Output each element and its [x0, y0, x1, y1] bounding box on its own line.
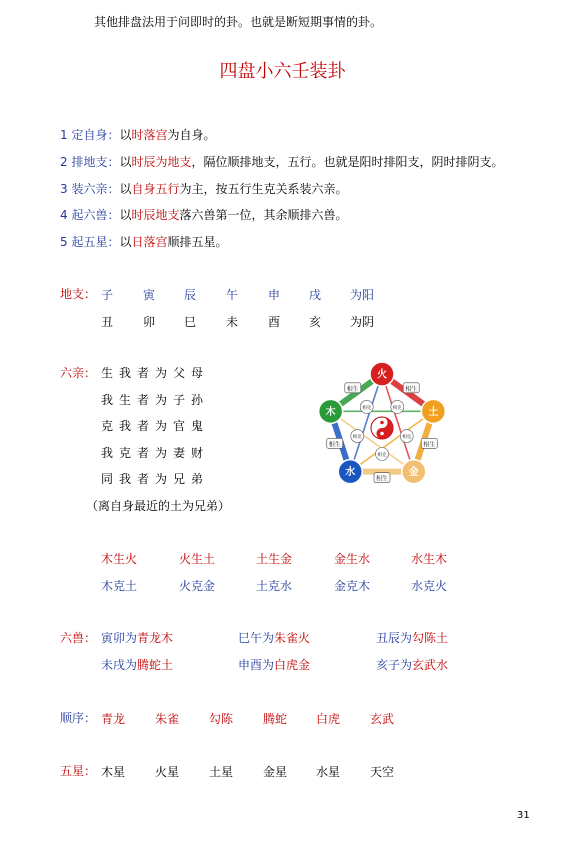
dizhi-yin-note: 为阴 — [350, 315, 375, 329]
star-item: 土星 — [209, 765, 234, 779]
star-item: 金星 — [263, 765, 288, 779]
liushou-item: 巳午为朱雀火 — [238, 631, 311, 645]
liushou-item: 丑辰为勾陈土 — [376, 631, 449, 645]
liuqin-line: 克我者为官鬼 — [101, 419, 210, 433]
dizhi-yin-cell: 丑 — [101, 315, 114, 329]
dizhi-yang-cell: 午 — [226, 288, 239, 302]
ke-label: 相克 — [377, 453, 387, 458]
yin-yang-dot — [380, 432, 384, 436]
liuqin-line: 同我者为兄弟 — [101, 472, 210, 486]
liushou-item: 亥子为玄武水 — [376, 658, 449, 672]
sheng-item: 土生金 — [256, 552, 293, 566]
star-item: 天空 — [370, 765, 395, 779]
sheng-item: 金生水 — [334, 552, 371, 566]
sheng-item: 木生火 — [101, 552, 138, 566]
shunxu-item: 玄武 — [370, 712, 395, 726]
intro-text: 其他排盘法用于问即时的卦。也就是断短期事情的卦。 — [94, 15, 383, 29]
shunxu-item: 勾陈 — [209, 712, 234, 726]
dizhi-yin-cell: 酉 — [268, 315, 281, 329]
wuxing-cycle-diagram — [312, 358, 452, 498]
sheng-label: 相生 — [405, 385, 418, 393]
ke-item: 金克木 — [334, 579, 371, 593]
dizhi-yin-cell: 亥 — [309, 315, 322, 329]
dizhi-label: 地支： — [60, 287, 97, 301]
dizhi-yang-cell: 子 — [101, 288, 114, 302]
dizhi-yang-note: 为阳 — [350, 288, 375, 302]
star-item: 火星 — [155, 765, 180, 779]
step-3: 3 装六亲：以自身五行为主，按五行生克关系装六亲。 — [60, 182, 348, 196]
liushou-item: 申酉为白虎金 — [238, 658, 311, 672]
element-node-label: 金 — [408, 467, 419, 479]
page-number: 31 — [517, 810, 530, 821]
sheng-item: 水生木 — [411, 552, 448, 566]
ke-label: 相克 — [352, 435, 362, 441]
shunxu-item: 腾蛇 — [263, 712, 288, 726]
element-node-label: 土 — [428, 406, 439, 418]
shunxu-item: 朱雀 — [155, 712, 180, 726]
sheng-label: 相生 — [423, 441, 436, 449]
dizhi-yang-cell: 申 — [268, 288, 281, 302]
shunxu-item: 白虎 — [316, 712, 341, 726]
ke-label: 相克 — [362, 405, 372, 411]
dizhi-yin-cell: 巳 — [184, 315, 197, 329]
liushou-item: 未戌为腾蛇土 — [101, 658, 174, 672]
step-1: 1 定自身：以时落宫为自身。 — [60, 128, 216, 142]
liuqin-label: 六亲： — [60, 366, 97, 380]
liuqin-line: 生我者为父母 — [101, 366, 210, 380]
sheng-label: 相生 — [375, 475, 389, 483]
yin-yang-dot — [380, 421, 384, 425]
shunxu-item: 青龙 — [101, 712, 126, 726]
sheng-label: 相生 — [346, 385, 359, 393]
star-item: 水星 — [316, 765, 341, 779]
element-node-label: 水 — [345, 467, 356, 479]
dizhi-yang-cell: 戌 — [309, 288, 322, 302]
ke-item: 火克金 — [179, 579, 216, 593]
star-item: 木星 — [101, 765, 126, 779]
element-node-label: 木 — [325, 406, 336, 418]
ke-label: 相克 — [402, 435, 412, 441]
ke-item: 木克土 — [101, 579, 138, 593]
dizhi-yin-cell: 卯 — [143, 315, 156, 329]
sheng-label: 相生 — [328, 441, 341, 449]
element-node-label: 火 — [377, 369, 387, 381]
step-2: 2 排地支：以时辰为地支，隔位顺排地支，五行。也就是阳时排阳支，阴时排阴支。 — [60, 155, 504, 169]
sheng-item: 火生土 — [179, 552, 216, 566]
liuqin-line: 我克者为妻财 — [101, 446, 210, 460]
step-4: 4 起六兽：以时辰地支落六兽第一位，其余顺排六兽。 — [60, 208, 348, 222]
liushou-item: 寅卯为青龙木 — [101, 631, 174, 645]
step-5: 5 起五星：以日落宫顺排五星。 — [60, 235, 228, 249]
dizhi-yang-cell: 寅 — [143, 288, 156, 302]
liuqin-line: 我生者为子孙 — [101, 393, 210, 407]
dizhi-yin-cell: 未 — [226, 315, 239, 329]
shunxu-label: 顺序： — [60, 711, 97, 725]
ke-label: 相克 — [392, 405, 402, 411]
wuxing-stars-label: 五星： — [60, 764, 97, 778]
ke-item: 土克水 — [256, 579, 293, 593]
ke-item: 水克火 — [411, 579, 448, 593]
liuqin-note: （离自身最近的土为兄弟） — [86, 499, 231, 513]
dizhi-yang-cell: 辰 — [184, 288, 197, 302]
liushou-label: 六兽： — [60, 631, 97, 645]
page-title: 四盘小六壬装卦 — [219, 61, 346, 82]
